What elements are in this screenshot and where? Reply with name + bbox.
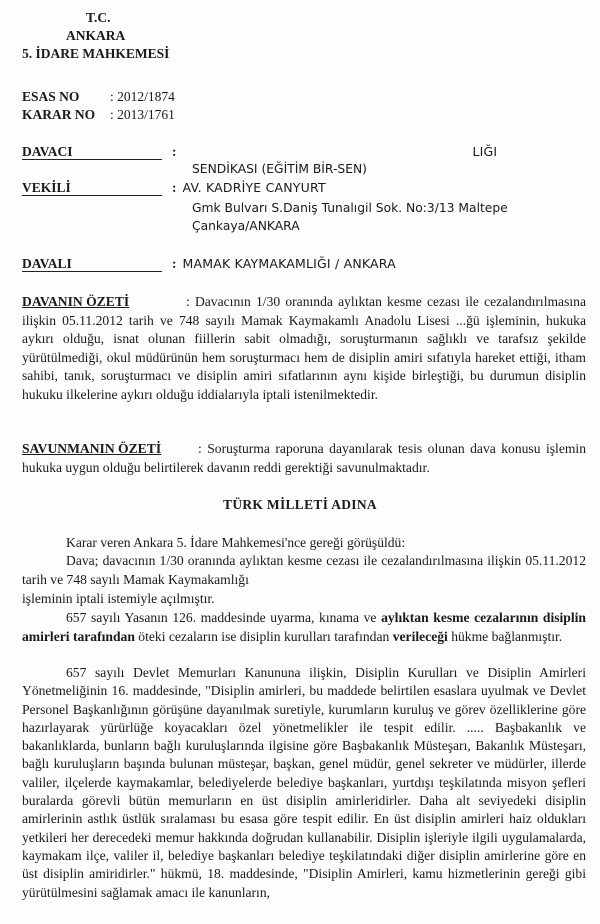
vekili-label: VEKİLİ [22,180,162,196]
header-court: 5. İDARE MAHKEMESİ [22,46,170,61]
davali-value: MAMAK KAYMAKAMLIĞI / ANKARA [182,256,396,271]
body-p3-bold2: verileceği [392,628,448,644]
body-p3-bold1: aylıktan kesme cezalarının disiplin amirleri tarafından [22,610,586,644]
davanin-ozeti-text: : Davacının 1/30 oranında aylıktan kesme cezası ile cezalandırılmasına ilişkin 05.11.2012 tarih ve 748 sayılı Mamak Kaymakamlı Anadolu Lisesi ...ğü işleminin, hukuka aykırı olduğu, isnat olunan fiillerin sabit olmadığı, soruşturmanın sağlıklı ve tarafsız şekilde yürütülmediği, okul müdürünün hem soruşturmacı hem de disiplin amiri sıfatıyla hareket ettiği, itham sahibi, tanık, soruşturmacı ve disiplin amiri sıfatlarının aynı kişide birleştiği, bu durumun disiplin hukuku ilkelerine aykırı olduğu iddialarıyla iptali istenilmektedir. [22,294,586,402]
vekili-address-1: Gmk Bulvarı S.Daniş Tunalıgil Sok. No:3/13 Maltepe [192,201,508,215]
body-p3-part1: 657 sayılı Yasanın 126. maddesinde uyarma, kınama ve [66,610,382,625]
savunmanin-ozeti-label: SAVUNMANIN ÖZETİ [22,441,162,456]
esas-label: ESAS NO [22,89,80,104]
body-p4: 657 sayılı Devlet Memurları Kanununa ilişkin, Disiplin Kurulları ve Disiplin Amirleri Yönetmeliğinin 16. maddesinde, "Disiplin amirleri, bu maddede belirtilen esaslara uyulmak ve Devlet Personel Başkanlığının görüşüne dayanılmak suretiyle, kurumların kuruluş ve görev özelliklerine göre hazırlayarak yürürlüğe koyacakları özel yönetmelikler ile tespit edilir. ..... Başbakanlık ve bakanlıklarda, bunların bağlı kuruluşlarında ilgisine göre Başbakanlık Müsteşarı, Bakanlık Müsteşarı, bağlı kuruluşların başında bulunan müsteşar, başkan, genel müdür, genel sekreter ve müdürler, illerde valiler, ilçelerde kaymakamlar, belediyelerde belediye başkanları, yurtdışı teşkilatında misyon şefleri buralarda görevli bütün memurların en üst disiplin amirleridirler. Daha alt seviyedeki disiplin amirlerinin astlık üstlük sıralaması bu esasa göre tespit edilir. En üst disiplin amirleri haiz oldukları yetkileri her derecedeki memur hakkında doğrudan kullanabilir. Disiplin işleriyle ilgili uygulamalarda, kaymakam ilçe, valiler il, belediye başkanları belediye teşkilatındaki diğer disiplin amirlerine göre en üst disiplin amiridirler." hükmü, 18. maddesinde, "Disiplin Amirleri, kamu hizmetlerinin gereği gibi yürütülmesini sağlamak amacı ile kanunların, [22,665,586,900]
savunmanin-ozeti [22,440,586,477]
davaci-row: DAVACI : LIĞI [22,144,498,159]
davaci-value-line2: SENDİKASI (EĞİTİM BİR-SEN) [192,162,367,176]
vekili-value: AV. KADRİYE CANYURT [182,180,326,195]
esas-row [22,89,175,105]
body-p3-part2: öteki cezaların ise disiplin kurulları tarafından [134,628,393,644]
davali-row: DAVALI : MAMAK KAYMAKAMLIĞI / ANKARA [22,256,396,271]
davanin-ozeti-label: DAVANIN ÖZETİ [22,294,130,309]
body-p2-text: Dava; davacının 1/30 oranında aylıktan kesme cezası ile cezalandırılmasına ilişkin 05.11.2012 tarih ve 748 sayılı Mamak Kaymakamlığı [22,553,586,587]
header-tc: T.C. [86,10,111,25]
karar-value: : 2013/1761 [110,107,175,122]
body-p3-part3: hükme bağlanmıştır. [447,628,563,644]
body-p2 [22,552,586,589]
body-p3 [22,609,586,646]
body-p1: Karar veren Ankara 5. İdare Mahkemesi'nce gereği görüşüldü: [66,535,406,550]
davaci-label: DAVACI [22,144,162,160]
karar-row [22,107,175,123]
davali-label: DAVALI [22,256,162,272]
davanin-ozeti [22,293,586,405]
turk-milleti-adina: TÜRK MİLLETİ ADINA [223,497,377,512]
davaci-value-partial: LIĞI [472,144,498,159]
vekili-address-2: Çankaya/ANKARA [192,219,300,233]
redacted-text [183,145,473,156]
body-p2b: işleminin iptali istemiyle açılmıştır. [22,591,215,606]
vekili-row: VEKİLİ : AV. KADRİYE CANYURT [22,180,326,195]
header-ankara: ANKARA [66,28,126,43]
savunmanin-ozeti-text: : Soruşturma raporuna dayanılarak tesis olunan dava konusu işlemin hukuka uygun olduğu belirtilerek davanın reddi gerektiği savunulmaktadır. [22,441,586,475]
esas-value: : 2012/1874 [110,89,175,104]
karar-label: KARAR NO [22,107,96,122]
